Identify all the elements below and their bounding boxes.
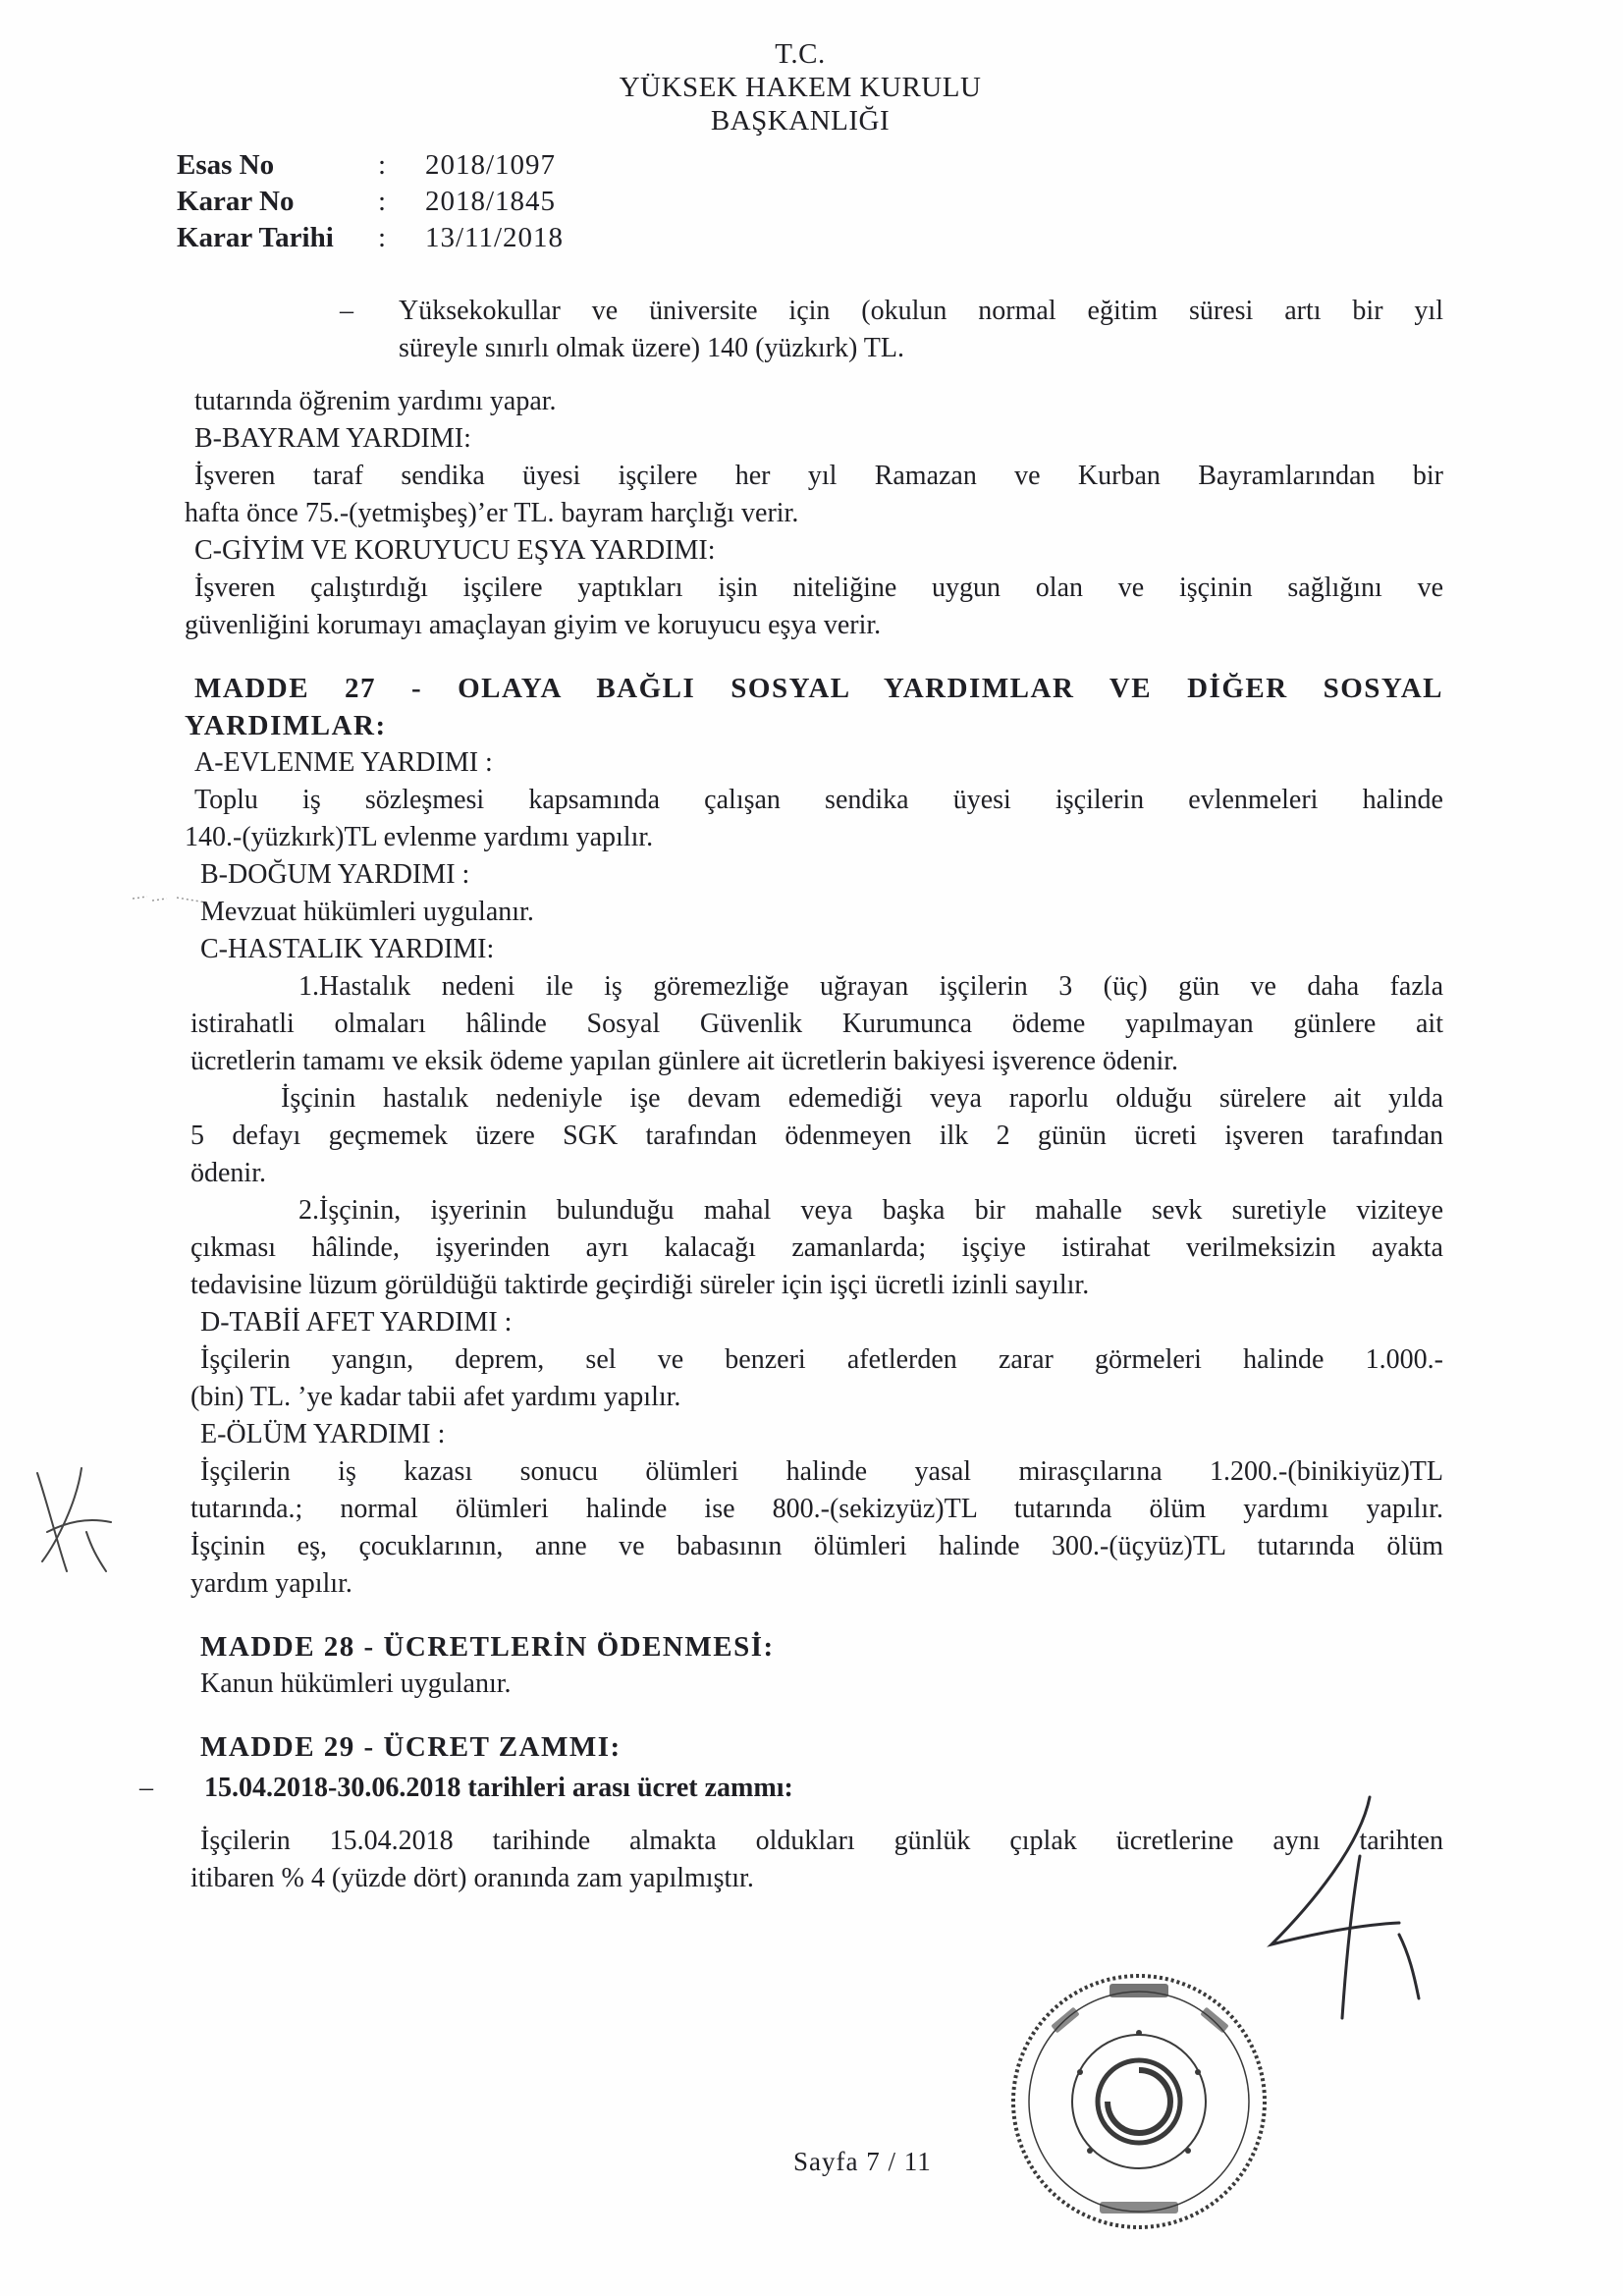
scan-artifact — [128, 889, 216, 908]
text-line: 140.-(yüzkırk)TL evlenme yardımı yapılır. — [185, 822, 654, 852]
meta-key: Karar Tarihi — [177, 222, 334, 253]
margin-initials — [27, 1463, 116, 1581]
text-line: yardım yapılır. — [190, 1568, 352, 1599]
meta-colon: : — [378, 222, 387, 253]
subsection-title: B-BAYRAM YARDIMI: — [194, 423, 471, 454]
document-body — [139, 293, 1443, 1897]
meta-row-tarih — [177, 220, 564, 256]
dash-bullet: – — [139, 1773, 153, 1803]
text-line: güvenliğini korumayı amaçlayan giyim ve koruyucu eşya verir. — [185, 610, 882, 640]
text-line: ödenir. — [190, 1158, 266, 1188]
text-line: süreyle sınırlı olmak üzere) 140 (yüzkırk) TL. — [399, 333, 904, 363]
subsection-title: 15.04.2018-30.06.2018 tarihleri arası ücret zammı: — [204, 1773, 793, 1803]
text-line: ücretlerin tamamı ve eksik ödeme yapılan günlere ait ücretlerin bakiyesi işverence ödenir. — [190, 1046, 1179, 1076]
meta-colon: : — [378, 149, 387, 181]
list-item-text — [399, 293, 1443, 367]
paragraph: tutarında öğrenim yardımı yapar. — [194, 386, 557, 416]
text-line: 1.Hastalık nedeni ile iş göremezliğe uğrayan işçilerin 3 (üç) gün ve daha fazla — [298, 971, 1443, 1002]
meta-value: 2018/1097 — [425, 149, 557, 181]
list-item — [194, 293, 1443, 367]
header-institution: YÜKSEK HAKEM KURULU — [619, 72, 982, 103]
dash-bullet: – — [340, 296, 353, 326]
handwritten-signature — [1252, 1787, 1429, 2023]
text-line: İşveren taraf sendika üyesi işçilere her yıl Ramazan ve Kurban Bayramlarından bir — [194, 461, 1443, 491]
text-line: 5 defayı geçmemek üzere SGK tarafından ödenmeyen ilk 2 günün ücreti işveren tarafından — [190, 1121, 1443, 1151]
text-line: 2.İşçinin, işyerinin bulunduğu mahal veya başka bir mahalle sevk suretiyle viziteye — [298, 1195, 1443, 1226]
text-line: hafta önce 75.-(yetmişbeş)’er TL. bayram harçlığı verir. — [185, 498, 799, 528]
text-line: tedavisine lüzum görüldüğü taktirde geçirdiği süreler için işçi ücretli izinli sayılır. — [190, 1270, 1090, 1300]
subsection-title: C-HASTALIK YARDIMI: — [200, 934, 495, 964]
header-tc: T.C. — [775, 38, 826, 70]
text-line: Mevzuat hükümleri uygulanır. — [200, 897, 534, 927]
subsection-title: D-TABİİ AFET YARDIMI : — [200, 1307, 513, 1338]
meta-value: 2018/1845 — [425, 186, 557, 217]
text-line: İşveren çalıştırdığı işçilere yaptıkları işin niteliğine uygun olan ve işçinin sağlığını ve — [194, 573, 1443, 603]
text-line: itibaren % 4 (yüzde dört) oranında zam yapılmıştır. — [190, 1863, 754, 1893]
text-line: Toplu iş sözleşmesi kapsamında çalışan sendika üyesi işçilerin evlenmeleri halinde — [194, 785, 1443, 815]
spacer — [194, 644, 1443, 670]
meta-key: Karar No — [177, 186, 295, 217]
text-line: tutarında.; normal ölümleri halinde ise 800.-(sekizyüz)TL tutarında ölüm yardımı yapılır. — [190, 1494, 1443, 1524]
section-title: MADDE 29 - ÜCRET ZAMMI: — [200, 1731, 622, 1763]
section-title: YARDIMLAR: — [185, 710, 387, 741]
text-line: İşçilerin 15.04.2018 tarihinde almakta oldukları günlük çıplak ücretlerine aynı tarihten — [200, 1826, 1443, 1856]
meta-row-karar — [177, 184, 564, 220]
text-line: İşçinin eş, çocuklarının, anne ve babasının ölümleri halinde 300.-(üçyüz)TL tutarında ölüm — [190, 1531, 1443, 1561]
meta-key: Esas No — [177, 149, 275, 181]
document-header — [550, 37, 1051, 137]
text-line: Kanun hükümleri uygulanır. — [200, 1668, 512, 1699]
text-line: İşçinin hastalık nedeniyle işe devam edemediği veya raporlu olduğu sürelere ait yılda — [281, 1083, 1443, 1114]
subsection-title: B-DOĞUM YARDIMI : — [200, 859, 470, 890]
text-line: İşçilerin iş kazası sonucu ölümleri halinde yasal mirasçılarına 1.200.-(binikiyüz)TL — [200, 1456, 1443, 1487]
page-number: Sayfa 7 / 11 — [793, 2147, 932, 2176]
text-line: istirahatli olmaları hâlinde Sosyal Güvenlik Kurumunca ödeme yapılmayan günlere ait — [190, 1009, 1443, 1039]
meta-value: 13/11/2018 — [425, 222, 565, 253]
text-line: (bin) TL. ’ye kadar tabii afet yardımı yapılır. — [190, 1382, 681, 1412]
text-line: İşçilerin yangın, deprem, sel ve benzeri afetlerden zarar görmeleri halinde 1.000.- — [200, 1344, 1443, 1375]
subsection-title: A-EVLENME YARDIMI : — [194, 747, 493, 778]
official-stamp — [992, 1954, 1286, 2249]
spacer — [194, 1603, 1443, 1628]
case-metadata — [177, 147, 564, 256]
section-title: MADDE 27 - OLAYA BAĞLI SOSYAL YARDIMLAR VE DİĞER SOSYAL — [194, 673, 1443, 704]
text-line: Yüksekokullar ve üniversite için (okulun normal eğitim süresi artı bir yıl — [399, 296, 1443, 326]
subsection-title: C-GİYİM VE KORUYUCU EŞYA YARDIMI: — [194, 535, 716, 566]
subsection-title: E-ÖLÜM YARDIMI : — [200, 1419, 446, 1449]
meta-row-esas — [177, 147, 564, 184]
spacer — [194, 1703, 1443, 1728]
header-department: BAŞKANLIĞI — [710, 105, 891, 137]
text-line: çıkması hâlinde, işyerinden ayrı kalacağı zamanlarda; işçiye istirahat verilmeksizin ayakta — [190, 1232, 1443, 1263]
spacer — [194, 367, 1443, 383]
meta-colon: : — [378, 186, 387, 217]
section-title: MADDE 28 - ÜCRETLERİN ÖDENMESİ: — [200, 1631, 775, 1663]
